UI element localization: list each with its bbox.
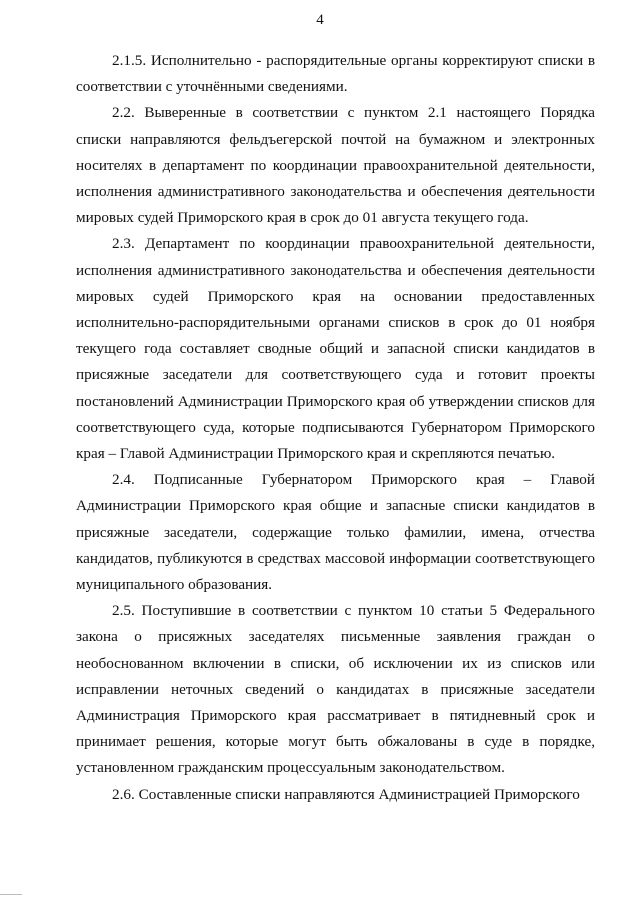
paragraph-2-2: 2.2. Выверенные в соответствии с пунктом 2.1 настоящего Порядка списки направляются фельдъегерской почтой на бумажном и электронных носителях в департамент по координации правоохранительной деятельности, исполнения административного законодательства и обеспечения деятельности мировых судей Приморского края в срок до 01 августа текущего года. [76, 104, 595, 227]
paragraph-2-6: 2.6. Составленные списки направляются Администрацией Приморского [112, 785, 580, 803]
paragraph-2-4: 2.4. Подписанные Губернатором Приморского края – Главой Администрации Приморского края общие и запасные списки кандидатов в присяжные заседатели, содержащие только фамилии, имена, отчества кандидатов, публикуются в средствах массовой информации соответствующего муниципального образования. [76, 471, 595, 594]
paragraph-2-1-5: 2.1.5. Исполнительно - распорядительные органы корректируют списки в соответствии с уточнёнными сведениями. [76, 52, 595, 96]
document-body [76, 48, 595, 808]
page-number: 4 [316, 12, 324, 28]
paragraph-2-3: 2.3. Департамент по координации правоохранительной деятельности, исполнения административного законодательства и обеспечения деятельности мировых судей Приморского края на основании предоставленных исполнительно-распорядительными органами списков в срок до 01 ноября текущего года составляет сводные общий и запасной списки кандидатов в присяжные заседатели для соответствующего суда и готовит проекты постановлений Администрации Приморского края об утверждении списков для соответствующего суда, которые подписываются Губернатором Приморского края – Главой Администрации Приморского края и скрепляются печатью. [76, 235, 595, 463]
scan-edge-mark [0, 894, 22, 895]
paragraph-2-5: 2.5. Поступившие в соответствии с пунктом 10 статьи 5 Федерального закона о присяжных заседателях письменные заявления граждан о необоснованном включении в списки, об исключении их из списков или исправлении неточных сведений о кандидатах в присяжные заседатели Администрация Приморского края рассматривает в пятидневный срок и принимает решения, которые могут быть обжалованы в суде в порядке, установленном гражданским процессуальным законодательством. [76, 602, 595, 777]
